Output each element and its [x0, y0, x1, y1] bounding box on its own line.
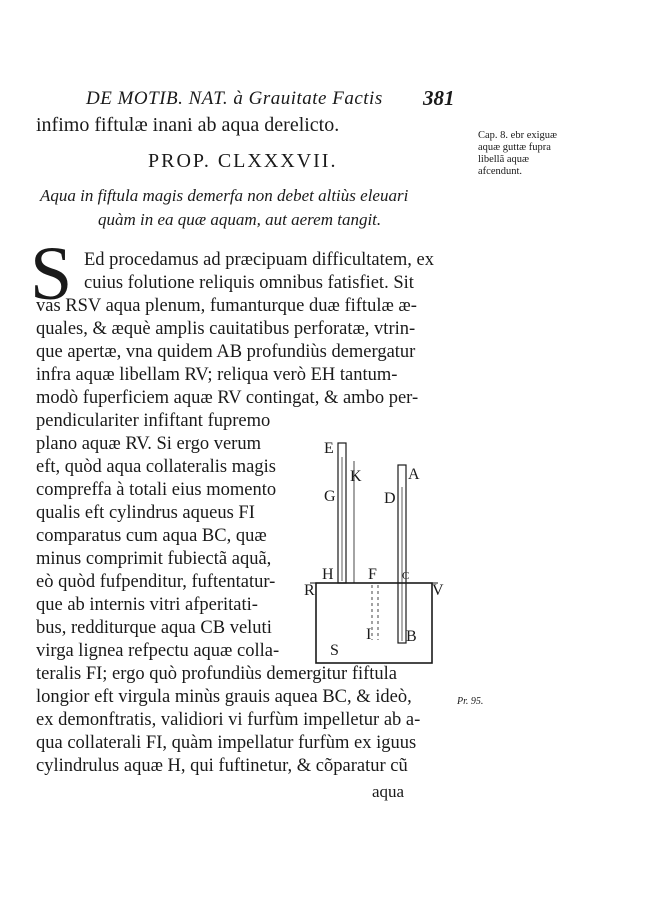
- body-line-2: cuius folutione reliquis omnibus fatisfiet. Sit: [84, 273, 414, 293]
- catchword: aqua: [372, 782, 405, 801]
- body-line-1: Ed procedamus ad præcipuam difficultatem, ex: [84, 250, 435, 270]
- body-line-11: compreffa à totali eius momento: [36, 480, 277, 500]
- body-line-18: virga lignea refpectu aquæ colla-: [36, 641, 280, 661]
- body-line-10: eft, quòd aqua collateralis magis: [36, 457, 276, 477]
- body-line-6: infra aquæ libellam RV; reliqua verò EH tantum-: [36, 365, 398, 385]
- label-i: I: [366, 626, 372, 643]
- body-line-5: que apertæ, vna quidem AB profundiùs demergatur: [36, 342, 416, 362]
- margin-reference: Pr. 95.: [457, 696, 484, 707]
- label-d: D: [384, 490, 396, 507]
- proposition-statement-line-2: quàm in ea quæ aquam, aut aerem tangit.: [98, 210, 382, 229]
- margin-note: Cap. 8. ebr exiguæ aquæ guttæ fupra libellã aquæ afcendunt.: [478, 130, 558, 177]
- body-line-17: bus, redditurque aqua CB veluti: [36, 618, 272, 638]
- body-line-7: modò fuperficiem aquæ RV contingat, & ambo per-: [36, 388, 419, 408]
- label-s: S: [330, 642, 339, 659]
- body-line-20: longior eft virgula minùs grauis aquea BC, & ideò,: [36, 687, 412, 707]
- body-line-22: qua collaterali FI, quàm impellatur furfùm ex iguus: [36, 733, 417, 753]
- body-line-13: comparatus cum aqua BC, quæ: [36, 526, 267, 546]
- label-f: F: [368, 566, 377, 583]
- body-line-21: ex demonftratis, validiori vi furfùm impelletur ab a-: [36, 710, 421, 730]
- body-line-15: eò quòd fufpenditur, fuftentatur-: [36, 572, 276, 592]
- body-line-23: cylindrulus aquæ H, qui fuftinetur, & cõparatur cũ: [36, 756, 408, 776]
- label-k: K: [350, 468, 362, 485]
- body-line-14: minus comprimit fubiectã aquã,: [36, 549, 272, 569]
- proposition-statement-line-1: Aqua in fiftula magis demerfa non debet altiùs eleuari: [40, 186, 409, 205]
- body-line-3: vas RSV aqua plenum, fumanturque duæ fiftulæ æ-: [36, 296, 417, 316]
- body-line-8: pendiculariter infiftant fupremo: [36, 411, 271, 431]
- vessel-figure: [302, 435, 442, 667]
- label-e: E: [324, 440, 334, 457]
- body-line-4: quales, & æquè amplis cauitatibus perforatæ, vtrin-: [36, 319, 416, 339]
- label-b: B: [406, 628, 417, 645]
- label-h: H: [322, 566, 334, 583]
- body-line-19: teralis FI; ergo quò profundiùs demergitur fiftula: [36, 664, 398, 684]
- label-c: C: [402, 570, 410, 582]
- previous-section-last-line: infimo fiftulæ inani ab aqua derelicto.: [36, 114, 340, 136]
- running-head: DE MOTIB. NAT. à Grauitate Factis: [86, 88, 383, 109]
- page-number: 381: [423, 86, 455, 110]
- label-a: A: [408, 466, 420, 483]
- body-line-12: qualis eft cylindrus aqueus FI: [36, 503, 255, 523]
- body-line-9: plano aquæ RV. Si ergo verum: [36, 434, 261, 454]
- label-g: G: [324, 488, 336, 505]
- drop-cap: S: [30, 232, 73, 316]
- label-r: R: [304, 582, 315, 599]
- proposition-title: PROP. CLXXXVII.: [148, 150, 338, 172]
- label-v: V: [432, 582, 444, 599]
- body-line-16: que ab internis vitri afperitati-: [36, 595, 258, 615]
